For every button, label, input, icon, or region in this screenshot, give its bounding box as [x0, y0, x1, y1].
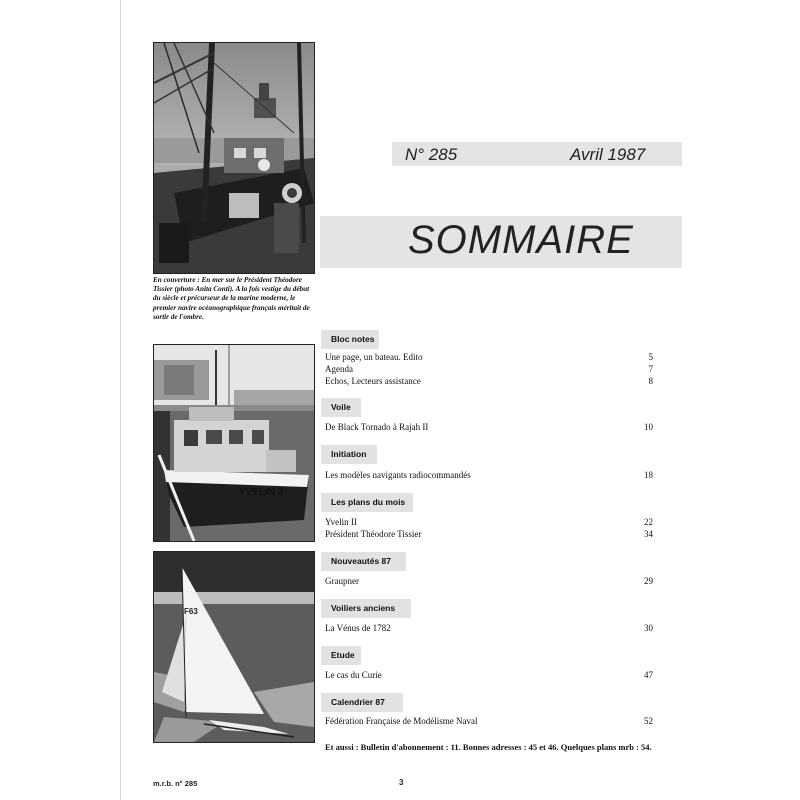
section-heading: Calendrier 87	[321, 693, 403, 712]
harbour-photo	[153, 344, 315, 542]
section-heading: Nouveautés 87	[321, 552, 406, 571]
page-number: 3	[399, 778, 404, 787]
section-heading: Etude	[321, 646, 361, 665]
boat-name-label: YVELIN 2	[239, 487, 284, 498]
cover-photo	[153, 42, 315, 274]
toc-page: 8	[648, 376, 653, 386]
section-heading: Initiation	[321, 445, 377, 464]
section-heading: Les plans du mois	[321, 493, 413, 512]
toc-page: 30	[644, 623, 653, 633]
toc-page: 10	[644, 422, 653, 432]
toc-entry: Fédération Française de Modélisme Naval	[325, 716, 478, 726]
sail-number-label: F63	[184, 607, 198, 616]
toc-entry: Le cas du Curie	[325, 670, 382, 680]
toc-page: 7	[648, 364, 653, 374]
toc-entry: Yvelin II	[325, 517, 357, 527]
toc-page: 18	[644, 470, 653, 480]
toc-entry: La Vénus de 1782	[325, 623, 391, 633]
cover-caption: En couverture : En mer sur le Président Théodore Tissier (photo Anita Conti). A la fois vestige du début du siècle et précurseur de la marine moderne, le premier navire océanographique français méritait de sortir de l'ombre.	[153, 276, 310, 321]
section-heading: Voiliers anciens	[321, 599, 411, 618]
toc-entry: Président Théodore Tissier	[325, 529, 422, 539]
section-heading: Bloc notes	[321, 330, 379, 349]
page-edge	[120, 0, 121, 800]
section-heading: Voile	[321, 398, 361, 417]
toc-entry: Une page, un bateau. Edito	[325, 352, 423, 362]
toc-page: 47	[644, 670, 653, 680]
toc-entry: Les modèles navigants radiocommandés	[325, 470, 471, 480]
toc-entry: Echos, Lecteurs assistance	[325, 376, 421, 386]
toc-page: 29	[644, 576, 653, 586]
issue-date: Avril 1987	[570, 145, 646, 164]
toc-page: 34	[644, 529, 653, 539]
running-foot: m.r.b. n° 285	[153, 779, 198, 788]
toc-entry: Agenda	[325, 364, 353, 374]
footer-note: Et aussi : Bulletin d'abonnement : 11. Bonnes adresses : 45 et 46. Quelques plans mrb : 54.	[325, 742, 652, 752]
toc-page: 22	[644, 517, 653, 527]
toc-page: 5	[648, 352, 653, 362]
issue-number: N° 285	[405, 145, 458, 164]
toc-page: 52	[644, 716, 653, 726]
sailboat-photo	[153, 551, 315, 743]
toc-entry: Graupner	[325, 576, 359, 586]
page-title: SOMMAIRE	[408, 218, 634, 262]
toc-entry: De Black Tornado à Rajah II	[325, 422, 429, 432]
